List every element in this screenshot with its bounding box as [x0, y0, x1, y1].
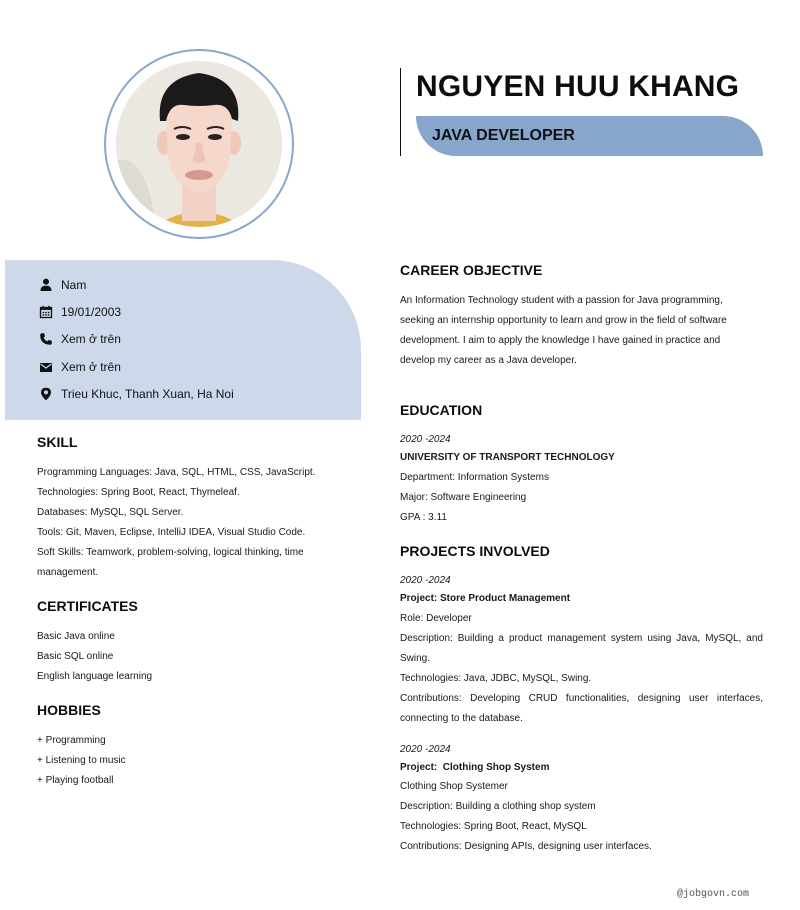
address-text: Trieu Khuc, Thanh Xuan, Ha Noi — [61, 387, 234, 401]
hobby-item: + Playing football — [37, 775, 114, 786]
certificate-item: English language learning — [37, 671, 153, 682]
education-heading: EDUCATION — [400, 402, 483, 418]
location-icon — [39, 387, 53, 401]
project-period: 2020 -2024 — [400, 744, 451, 755]
header-divider — [400, 68, 401, 156]
certificate-item: Basic SQL online — [37, 651, 114, 662]
skill-line: Databases: MySQL, SQL Server. — [37, 507, 184, 518]
hobbies-heading: HOBBIES — [37, 702, 101, 718]
career-objective-text: An Information Technology student with a passion for Java programming, seeking an internship opportunity to learn and grow in the field of software development. I aim to apply the knowledge I have gained in practice and develop my career as a Java developer. — [400, 295, 727, 366]
hobby-item: + Listening to music — [37, 755, 126, 766]
certificates-heading: CERTIFICATES — [37, 598, 138, 614]
job-title: JAVA DEVELOPER — [432, 127, 575, 144]
job-title-badge — [416, 116, 763, 156]
project-description: Description: Building a product management system using Java, MySQL, and Swing. — [400, 633, 763, 664]
skill-heading: SKILL — [37, 434, 78, 450]
project-technologies: Technologies: Java, JDBC, MySQL, Swing. — [400, 673, 592, 684]
project-name: Project: Store Product Management — [400, 593, 571, 604]
info-birthday — [39, 302, 121, 322]
education-gpa: GPA : 3.11 — [400, 512, 447, 523]
project-technologies: Technologies: Spring Boot, React, MySQL — [400, 821, 587, 832]
profile-photo — [116, 61, 282, 227]
avatar-ring — [104, 49, 294, 239]
skill-line: Tools: Git, Maven, Eclipse, IntelliJ IDEA, Visual Studio Code. — [37, 527, 306, 538]
person-icon — [39, 278, 53, 292]
watermark: @jobgovn.com — [677, 889, 750, 900]
hobby-item: + Programming — [37, 735, 106, 746]
info-address — [39, 384, 234, 404]
phone-icon — [39, 332, 53, 346]
phone-text: Xem ở trên — [61, 332, 121, 346]
skill-line: Technologies: Spring Boot, React, Thymeleaf. — [37, 487, 240, 498]
personal-info-panel — [5, 260, 361, 420]
birthday-text: 19/01/2003 — [61, 305, 122, 319]
project-name: Project: Clothing Shop System — [400, 762, 550, 773]
career-objective-heading: CAREER OBJECTIVE — [400, 262, 543, 278]
skill-line: Soft Skills: Teamwork, problem-solving, logical thinking, time management. — [37, 547, 304, 578]
education-major: Major: Software Engineering — [400, 492, 527, 503]
avatar — [116, 61, 282, 227]
project-period: 2020 -2024 — [400, 575, 451, 586]
education-school: UNIVERSITY OF TRANSPORT TECHNOLOGY — [400, 452, 615, 463]
skill-line: Programming Languages: Java, SQL, HTML, CSS, JavaScript. — [37, 467, 316, 478]
education-period: 2020 -2024 — [400, 434, 451, 445]
certificate-item: Basic Java online — [37, 631, 115, 642]
education-department: Department: Information Systems — [400, 472, 549, 483]
email-text: Xem ở trên — [61, 360, 121, 374]
project-contributions: Contributions: Designing APIs, designing user interfaces. — [400, 841, 652, 852]
projects-heading: PROJECTS INVOLVED — [400, 543, 550, 559]
info-email — [39, 357, 121, 377]
email-icon — [39, 360, 53, 374]
gender-text: Nam — [61, 278, 87, 292]
calendar-icon — [39, 305, 53, 319]
full-name: NGUYEN HUU KHANG — [416, 70, 740, 103]
project-description: Description: Building a clothing shop system — [400, 801, 596, 812]
project-role: Clothing Shop Systemer — [400, 781, 508, 792]
project-contributions: Contributions: Developing CRUD functionalities, designing user interfaces, connecting to the database. — [400, 693, 763, 724]
project-role: Role: Developer — [400, 613, 472, 624]
info-gender — [39, 275, 86, 295]
info-phone — [39, 329, 121, 349]
